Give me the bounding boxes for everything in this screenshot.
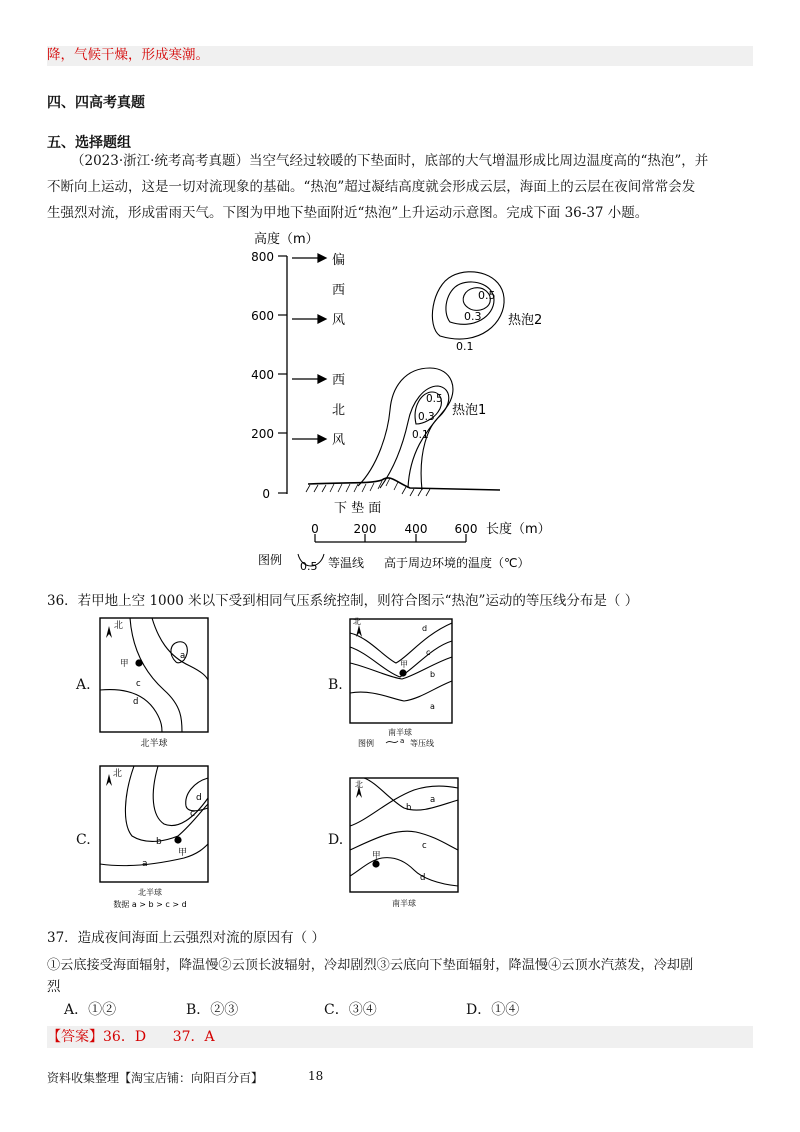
svg-text:c: c — [190, 809, 195, 819]
bubble-1-label: 热泡1 — [452, 403, 487, 418]
surface-label: 下 垫 面 — [334, 501, 382, 516]
svg-text:c: c — [422, 841, 427, 851]
svg-text:a: a — [400, 737, 405, 745]
section-4-heading: 四、四高考真题 — [47, 95, 145, 111]
option-d-label[interactable]: D. — [328, 832, 344, 848]
x-axis-title: 长度（m） — [486, 522, 551, 537]
wind-lower-1: 西 — [332, 373, 346, 388]
option-d-caption: 南半球 — [392, 899, 416, 908]
bubble-2-iso-05: 0.5 — [478, 289, 496, 302]
svg-text:d: d — [422, 624, 428, 633]
wind-upper-1: 偏 — [332, 253, 346, 268]
option-a-caption: 北半球 — [140, 739, 168, 749]
y-tick-0: 0 — [262, 487, 270, 501]
x-tick-0: 0 — [311, 522, 319, 536]
wind-upper-2: 西 — [332, 283, 346, 298]
bubble-2-iso-03: 0.3 — [464, 310, 482, 323]
x-tick-200: 200 — [353, 522, 377, 536]
wind-arrows — [292, 254, 326, 443]
option-c-label[interactable]: C. — [76, 832, 91, 848]
top-line: 降，气候干燥，形成寒潮。 — [47, 47, 209, 63]
section-5-heading: 五、选择题组 — [47, 135, 131, 151]
svg-text:b: b — [406, 803, 412, 813]
wind-lower-2: 北 — [332, 403, 346, 418]
option-c-point: 甲 — [178, 848, 188, 858]
bubble-1-iso-03: 0.3 — [418, 411, 435, 423]
surface-hatching — [306, 478, 430, 496]
wind-lower-3: 风 — [332, 433, 346, 448]
svg-text:c: c — [426, 648, 431, 657]
legend-desc: 高于周边环境的温度（℃） — [384, 556, 530, 570]
footer-source: 资料收集整理【淘宝店铺：向阳百分百】 — [47, 1071, 264, 1085]
q37-statements: ①云底接受海面辐射，降温慢②云顶长波辐射，冷却剧烈③云底向下垫面辐射，降温慢④云顶水汽蒸发，冷却剧 — [47, 958, 694, 973]
option-c-north: 北 — [113, 769, 123, 779]
q37-text: 37．造成夜间海面上云强烈对流的原因有（ ） — [47, 930, 325, 946]
y-tick-800: 800 — [251, 250, 274, 264]
wind-upper-3: 风 — [332, 313, 346, 328]
q37-choice-d[interactable]: D．①④ — [466, 1002, 520, 1018]
svg-text:a: a — [142, 859, 148, 869]
option-a-label[interactable]: A. — [76, 677, 91, 693]
q37-statements-cont: 烈 — [47, 979, 61, 995]
y-tick-600: 600 — [251, 309, 274, 323]
option-c-map[interactable] — [98, 764, 216, 912]
answer-tag: 【答案】 — [47, 1029, 103, 1045]
bubble-1-iso-01: 0.1 — [412, 429, 429, 441]
option-b-map[interactable] — [348, 617, 460, 749]
option-b-legend-text: 等压线 — [410, 739, 434, 748]
x-tick-400: 400 — [404, 522, 428, 536]
legend-iso-value: 0.5 — [300, 560, 318, 573]
legend-iso-label: 等温线 — [328, 556, 365, 570]
option-d-point: 甲 — [372, 851, 381, 861]
legend-prefix: 图例 — [258, 553, 283, 567]
q37-choice-b[interactable]: B．②③ — [186, 1002, 239, 1018]
option-b-label[interactable]: B. — [328, 677, 343, 693]
intro-line-2: 不断向上运动，这是一切对流现象的基础。“热泡”超过凝结高度就会形成云层，海面上的云层在夜间常常会发 — [47, 179, 696, 195]
q37-choice-c[interactable]: C．③④ — [324, 1002, 377, 1018]
intro-line-3: 生强烈对流，形成雷雨天气。下图为甲地下垫面附近“热泡”上升运动示意图。完成下面 36-37 小题。 — [47, 205, 649, 221]
option-a-point: 甲 — [120, 659, 129, 669]
svg-text:b: b — [430, 670, 436, 679]
bubble-1-isotherms — [358, 368, 453, 490]
svg-text:b: b — [156, 837, 162, 847]
option-a-map[interactable] — [98, 616, 212, 750]
option-b-legend-prefix: 图例 — [358, 739, 374, 748]
svg-text:d: d — [420, 873, 426, 883]
thermal-bubble-figure — [240, 226, 560, 576]
y-axis-title: 高度（m） — [254, 232, 319, 247]
y-tick-200: 200 — [251, 427, 274, 441]
q37-choice-a[interactable]: A．①② — [64, 1002, 117, 1018]
intro-line-1: （2023·浙江·统考高考真题）当空气经过较暖的下垫面时，底部的大气增温形成比周边温度高的“热泡”，并 — [71, 153, 709, 169]
svg-text:d: d — [196, 793, 202, 803]
bubble-1-iso-05: 0.5 — [426, 393, 443, 405]
answer-text: 36．D 37．A — [103, 1029, 215, 1045]
surface-line — [308, 478, 500, 490]
option-d-map[interactable] — [348, 776, 464, 912]
svg-text:c: c — [136, 679, 141, 689]
option-c-caption: 北半球 — [138, 888, 162, 897]
x-tick-600: 600 — [454, 522, 478, 536]
y-tick-400: 400 — [251, 368, 274, 382]
q36-text: 36．若甲地上空 1000 米以下受到相同气压系统控制，则符合图示“热泡”运动的等压线分布是（ ） — [47, 593, 639, 609]
option-a-north: 北 — [114, 621, 124, 631]
option-b-point: 甲 — [400, 660, 408, 669]
option-b-north: 北 — [353, 617, 361, 626]
svg-text:a: a — [430, 795, 436, 805]
svg-text:d: d — [133, 697, 139, 707]
bubble-2-isotherms — [432, 272, 504, 339]
bubble-2-label: 热泡2 — [508, 313, 543, 328]
svg-text:a: a — [180, 651, 186, 661]
answer-line — [47, 1025, 215, 1049]
option-d-north: 北 — [355, 780, 363, 789]
option-c-note: 数据 a > b > c > d — [113, 900, 187, 909]
bubble-2-iso-01: 0.1 — [456, 340, 474, 353]
svg-text:a: a — [430, 702, 435, 711]
page-number: 18 — [308, 1069, 324, 1083]
option-b-caption: 南半球 — [388, 728, 412, 737]
